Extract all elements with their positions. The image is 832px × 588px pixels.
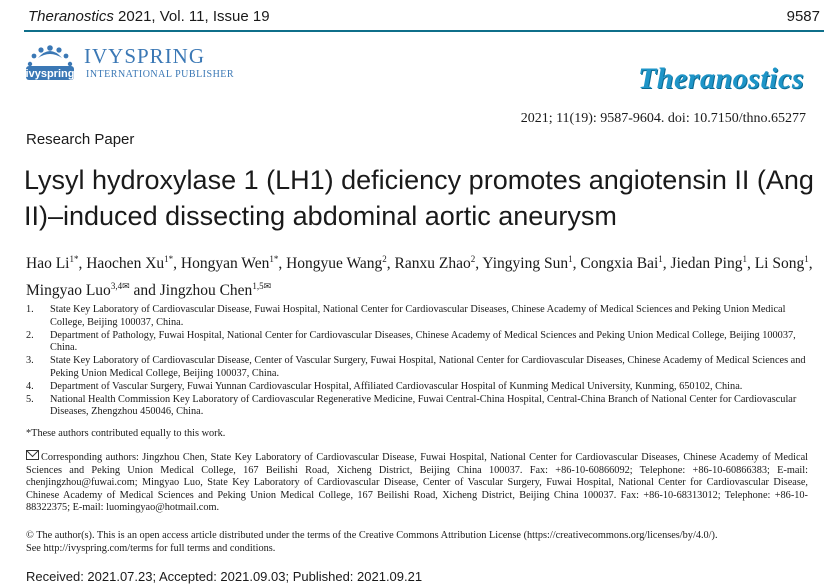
publisher-subtitle: INTERNATIONAL PUBLISHER (86, 69, 235, 80)
author-affiliation-mark: 1* (69, 254, 79, 264)
author-name: Jingzhou Chen (159, 282, 253, 300)
author-name: Ranxu Zhao (394, 255, 471, 273)
author-affiliation-mark: 1 (742, 254, 747, 264)
affiliation-text: National Health Commission Key Laboratory of Cardiovascular Regenerative Medicine, Fuwai Central-China Hospital, Central-China Branch of National Center for Cardiovascular Diseases, Zhengzhou 450046, China. (50, 393, 797, 418)
author-affiliation-mark: 1 (568, 254, 573, 264)
affiliation-item (26, 381, 816, 394)
article-title: Lysyl hydroxylase 1 (LH1) deficiency promotes angiotensin II (Ang II)–induced dissecting abdominal aortic aneurysm (24, 165, 814, 231)
author-separator: , (78, 255, 87, 273)
author-separator: , (662, 255, 671, 273)
affiliation-number: 2. (26, 329, 34, 341)
author-name: Hao Li (26, 255, 70, 273)
affiliation-text: State Key Laboratory of Cardiovascular Disease, Fuwai Hospital, National Center for Cardiovascular Diseases, Chinese Academy of Medical Sciences and Peking Union Medical College, Beijing 100037, China. (50, 304, 786, 328)
author-affiliation-mark: 3,4✉ (110, 281, 130, 292)
affiliation-text: Department of Pathology, Fuwai Hospital, National Center for Cardiovascular Diseases, Chinese Academy of Medical Sciences and Peking Union Medical College, Beijing 100037, China. (50, 329, 796, 354)
affiliation-number: 5. (26, 393, 34, 405)
author-list (26, 248, 816, 302)
running-header-journal (28, 8, 270, 25)
theranostics-logo: Theranostics (637, 62, 804, 95)
author-separator: , (386, 255, 395, 273)
author-separator: and (129, 282, 160, 300)
corresponding-authors (26, 450, 808, 515)
journal-name: Theranostics (28, 8, 114, 25)
author-affiliation-mark: 1* (269, 254, 279, 264)
author-affiliation-mark: 1,5✉ (252, 281, 272, 292)
author-affiliation-mark: 2 (470, 254, 476, 264)
affiliation-item (26, 304, 816, 330)
author-separator: , (278, 255, 287, 273)
author-name: Jiedan Ping (670, 255, 743, 273)
author-name: Congxia Bai (580, 255, 659, 273)
publisher-name: IVYSPRING (84, 44, 206, 68)
author-affiliation-mark: 2 (382, 254, 387, 264)
running-header (0, 0, 832, 30)
equal-contribution-note: *These authors contributed equally to this work. (26, 428, 226, 439)
article-type: Research Paper (26, 131, 135, 148)
license-line-1: © The author(s). This is an open access article distributed under the terms of the Creative Commons Attribution License (https://creativecommons.org/licenses/by/4.0/). (26, 530, 718, 541)
volume-info: 2021, Vol. 11, Issue 19 (113, 8, 270, 25)
corresponding-text: Corresponding authors: Jingzhou Chen, State Key Laboratory of Cardiovascular Disease, Fuwai Hospital, National Center for Cardiovascular Diseases, Chinese Academy of Medical Sciences and Peking Union Medical College, 167 Beilishi Road, Xicheng District, Beijing China 100037. Fax: +86-10-60866092; Telephone: +86-10-60866383; E-mail: chenjingzhou@fuwai.com; Mingyao Luo, State Key Laboratory of Cardiovascular Disease, Center of Vascular Surgery, Fuwai Hospital, National Center for Cardiovascular Disease, Chinese Academy of Medical Sciences and Peking Union Medical College, 167 Beilishi Road, Xicheng District, Beijing China 100037. Fax: +86-10-68313012; Telephone: +86-10-88322375; E-mail: luomingyao@hotmail.com. (26, 452, 808, 514)
author-name: Hongyan Wen (180, 255, 270, 273)
author-separator: , (808, 255, 813, 273)
author-separator: , (572, 255, 581, 273)
author-affiliation-mark: 1* (164, 254, 174, 264)
affiliation-item (26, 355, 816, 381)
author-separator: , (746, 255, 755, 273)
author-name: Hongyue Wang (286, 255, 383, 273)
publication-dates: Received: 2021.07.23; Accepted: 2021.09.03; Published: 2021.09.21 (26, 569, 423, 584)
header-rule (24, 30, 824, 32)
svg-text:ivyspring: ivyspring (25, 68, 75, 80)
affiliation-text: Department of Vascular Surgery, Fuwai Yunnan Cardiovascular Hospital, Affiliated Cardiovascular Hospital of Kunming Medical University, Kunming, 650102, China. (50, 380, 743, 392)
license-notice (26, 530, 816, 555)
page-number: 9587 (786, 8, 820, 25)
ivyspring-logo-icon (22, 44, 78, 82)
affiliation-item (26, 394, 816, 420)
affiliation-number: 4. (26, 380, 34, 392)
citation-line: 2021; 11(19): 9587-9604. doi: 10.7150/thno.65277 (520, 111, 806, 126)
license-line-2: See http://ivyspring.com/terms for full terms and conditions. (26, 542, 276, 554)
author-name: Yingying Sun (482, 255, 569, 273)
affiliation-text: State Key Laboratory of Cardiovascular Disease, Center of Vascular Surgery, Fuwai Hospital, National Center for Cardiovascular Diseases, Chinese Academy of Medical Sciences and Peking Union Medical College, Beijing 100037, China. (50, 355, 806, 379)
author-affiliation-mark: 1 (658, 254, 663, 264)
affiliation-list (26, 304, 816, 419)
affiliation-number: 1. (26, 304, 34, 315)
affiliation-number: 3. (26, 355, 34, 367)
author-name: Mingyao Luo (26, 282, 111, 300)
author-separator: , (173, 255, 181, 273)
envelope-icon (26, 450, 39, 460)
author-affiliation-mark: 1 (804, 254, 809, 264)
author-name: Haochen Xu (86, 255, 165, 273)
author-separator: , (475, 255, 483, 273)
author-name: Li Song (754, 255, 805, 273)
affiliation-item (26, 330, 816, 356)
